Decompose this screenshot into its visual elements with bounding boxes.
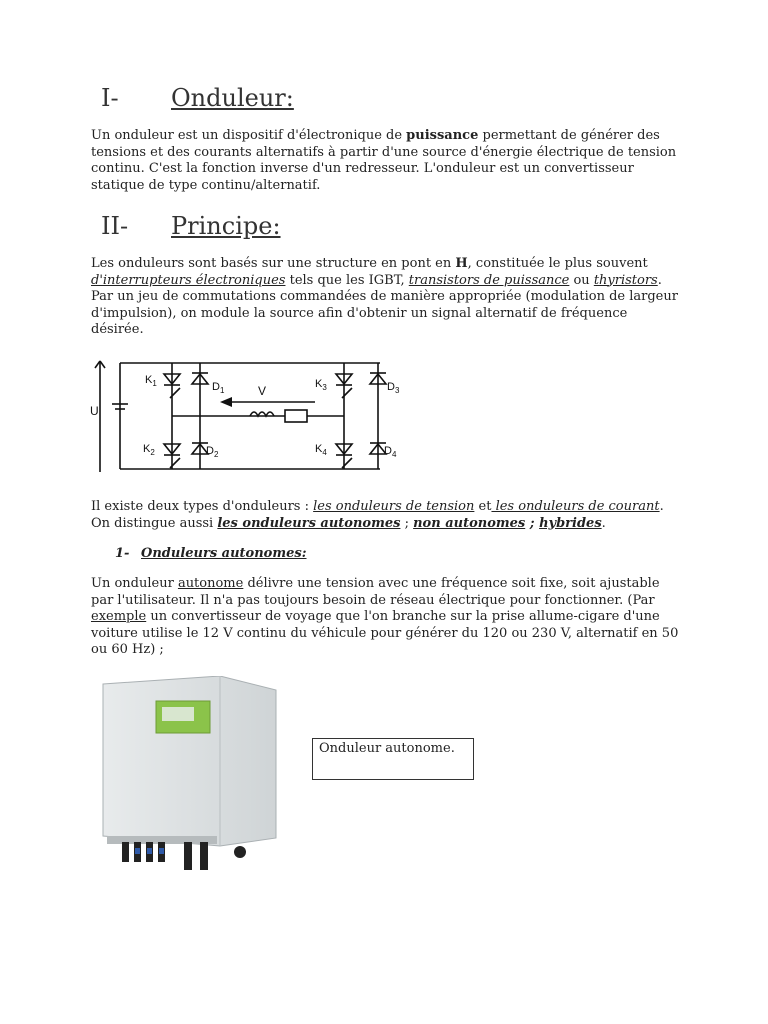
section-1-text-a: Un onduleur est un dispositif d'électronique de: [91, 128, 407, 143]
subsection-1-heading: [115, 546, 307, 561]
section-2-title: Principe:: [171, 212, 281, 240]
label-d3: $D_3$: [387, 381, 400, 395]
section-2-heading: [101, 212, 281, 240]
label-k2: $K_2$: [143, 443, 155, 457]
link-transistors[interactable]: transistors de puissance: [408, 272, 570, 288]
subsection-1-title: Onduleurs autonomes:: [141, 546, 307, 561]
autonome-text-3: un convertisseur de voyage que l'on branche sur la prise allume-cigare d'une voiture utilise le 12 V continu du véhicule pour générer du 120 ou 230 V, alternatif en 50 ou 60 Hz) ;: [91, 609, 679, 657]
link-non-autonomes[interactable]: non autonomes: [413, 515, 526, 531]
types-paragraph: [91, 499, 681, 532]
types-text-5: ;: [525, 515, 540, 531]
types-text-1: Il existe deux types d'onduleurs :: [91, 499, 314, 514]
link-hybrides[interactable]: hybrides: [539, 515, 602, 531]
label-v: V: [258, 384, 267, 398]
types-text-4: ;: [400, 515, 414, 531]
section-1-number: I-: [101, 84, 119, 112]
subsection-1-number: 1-: [115, 546, 130, 561]
label-k1: $K_1$: [145, 374, 157, 388]
section-2-text-4: ou: [569, 272, 594, 288]
section-2-bold-h: H: [455, 256, 468, 271]
section-1-heading: [101, 84, 294, 112]
types-text-3: . On distingue aussi: [91, 499, 664, 531]
link-autonomes[interactable]: les onduleurs autonomes: [217, 515, 401, 531]
link-onduleurs-courant[interactable]: les onduleurs de courant: [491, 499, 660, 514]
link-interrupteurs[interactable]: d'interrupteurs électroniques: [91, 272, 286, 288]
link-exemple[interactable]: exemple: [91, 609, 147, 624]
label-d2: $D_2$: [206, 445, 219, 459]
autonome-text-2: délivre une tension avec une fréquence soit fixe, soit ajustable par l'utilisateur. Il n'a pas toujours besoin de réseau électrique pour fonctionner. (Par: [91, 576, 660, 608]
image-caption: Onduleur autonome.: [312, 738, 474, 780]
inverter-device-image: [100, 676, 278, 876]
label-k4: $K_4$: [315, 443, 327, 457]
section-1-paragraph: [91, 128, 681, 194]
autonome-text-1: Un onduleur: [91, 576, 178, 591]
section-1-text-b: permettant de générer des tensions et des courants alternatifs à partir d'une source d'énergie électrique de tension continu. C'est la fonction inverse d'un redresseur. L'onduleur est un convertisseur statique de type continu/alternatif.: [91, 128, 677, 193]
h-bridge-diagram: [90, 358, 412, 472]
link-autonome[interactable]: autonome: [177, 576, 244, 591]
section-2-text-1: Les onduleurs sont basés sur une structure en pont en: [91, 256, 456, 271]
section-2-text-2: , constituée le plus souvent: [467, 256, 648, 271]
types-text-2: et: [474, 499, 492, 514]
label-d1: $D_1$: [212, 381, 225, 395]
label-u: U: [90, 404, 99, 418]
link-thyristors[interactable]: thyristors: [593, 272, 658, 288]
section-2-number: II-: [101, 212, 129, 240]
section-2-text-5: . Par un jeu de commutations commandées de manière appropriée (modulation de largeur d'impulsion), on module la source afin d'obtenir un signal alternatif de fréquence désirée.: [91, 272, 678, 337]
section-2-text-3: tels que les IGBT,: [285, 272, 409, 288]
label-k3: $K_3$: [315, 378, 327, 392]
section-1-bold-puissance: puissance: [406, 128, 479, 143]
section-1-title: Onduleur:: [171, 84, 294, 112]
link-onduleurs-tension[interactable]: les onduleurs de tension: [313, 499, 475, 514]
section-2-paragraph: [91, 256, 681, 339]
label-d4: $D_4$: [384, 445, 397, 459]
types-text-6: .: [601, 515, 606, 531]
autonome-paragraph: [91, 576, 681, 659]
